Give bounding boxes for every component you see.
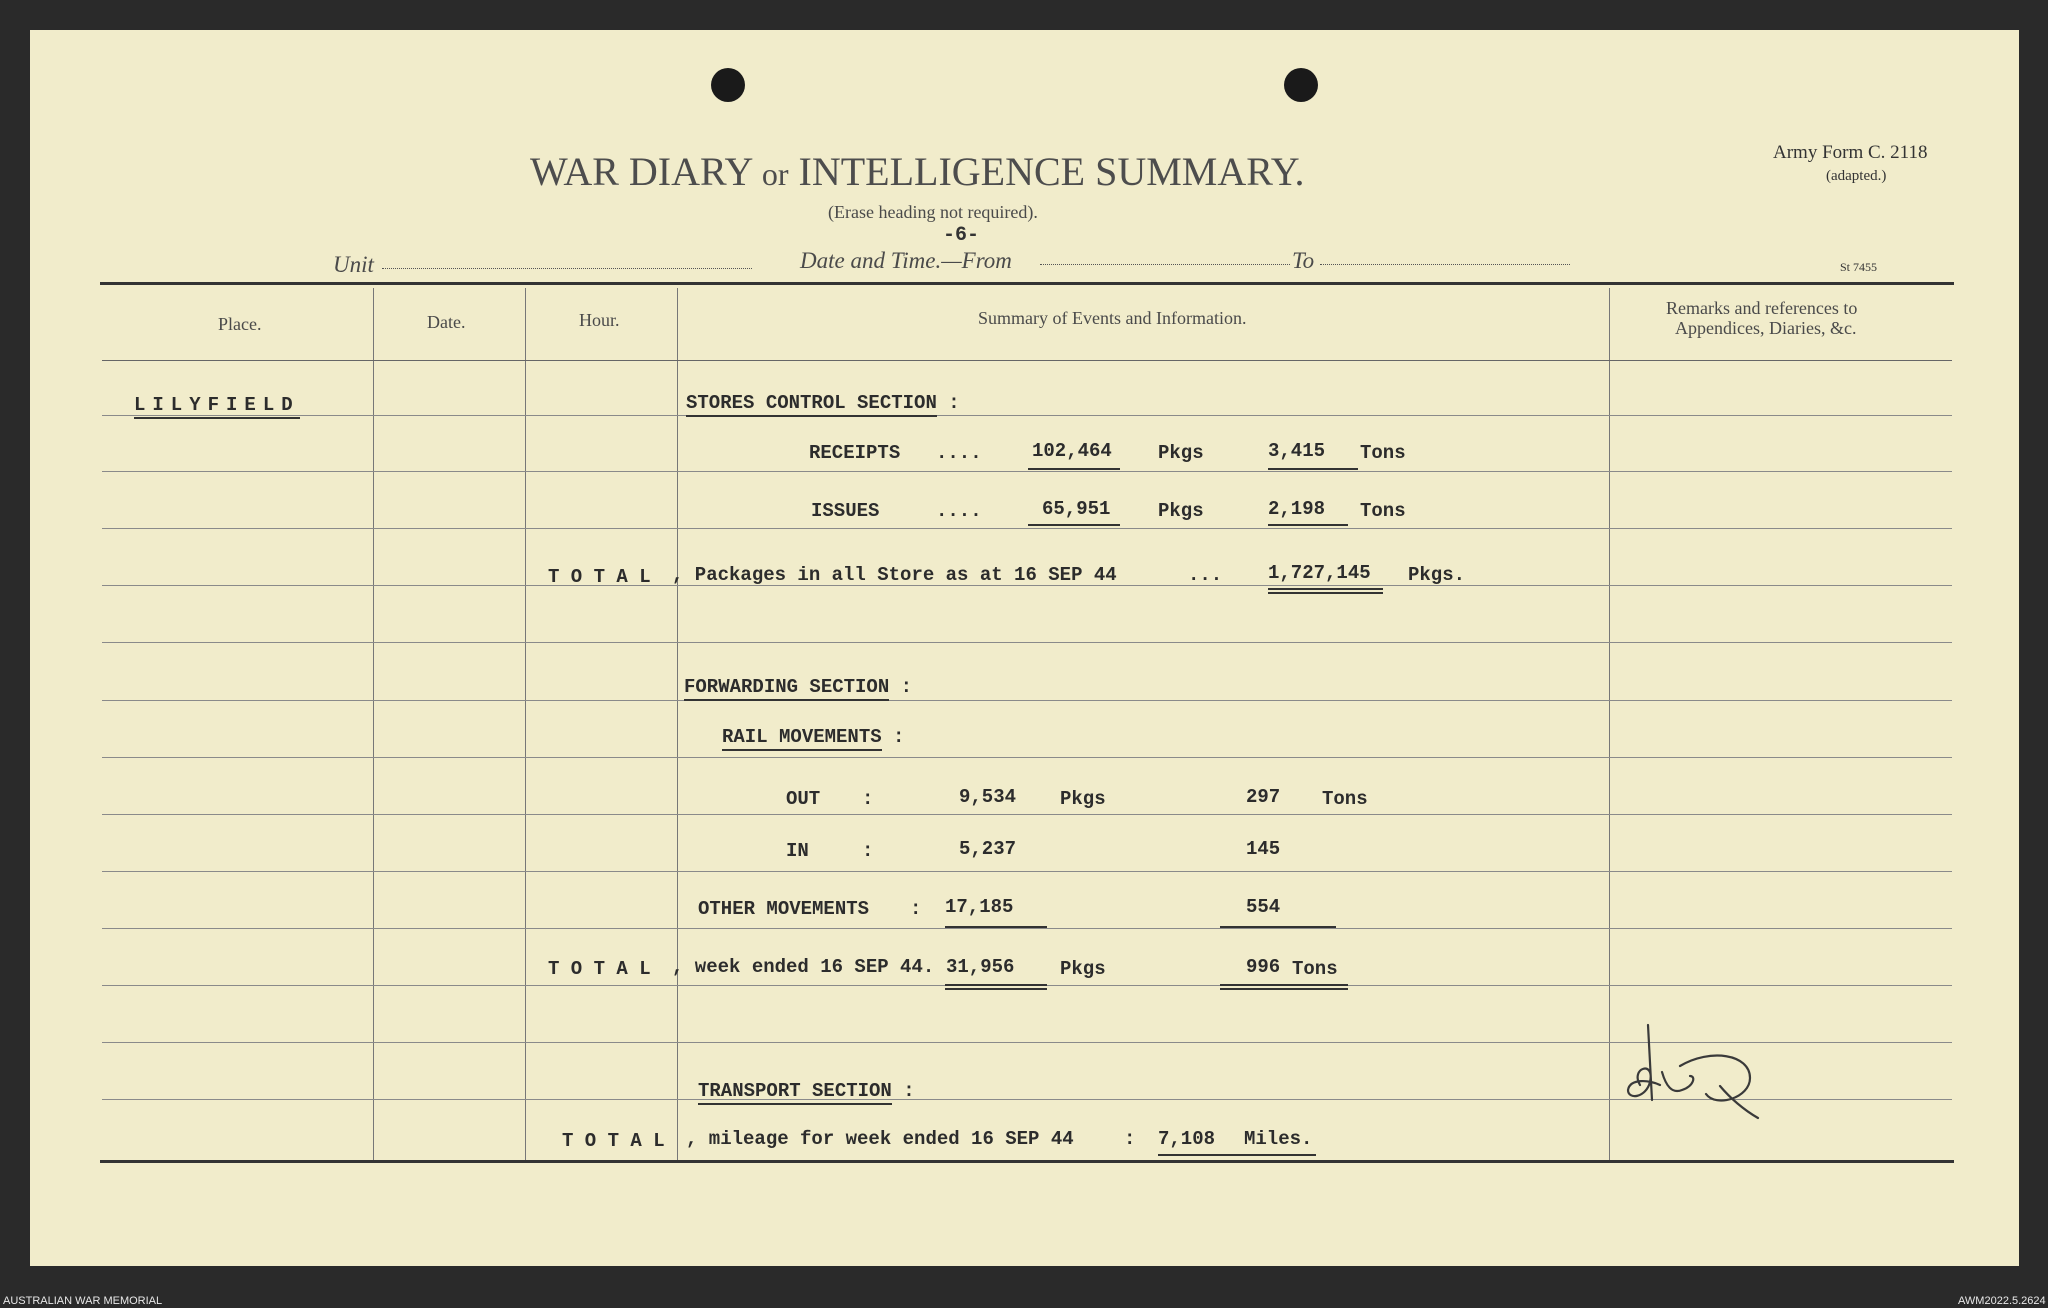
col-header-date: Date. [427, 312, 466, 332]
form-adapted: (adapted.) [1826, 168, 1887, 184]
issues-leader: .... [936, 500, 982, 522]
col-header-hour: Hour. [579, 310, 620, 330]
forwarding-heading-colon: : [900, 676, 913, 698]
receipts-label: RECEIPTS [809, 442, 901, 464]
fwd-total-pkgs-underline-2 [945, 988, 1047, 990]
fwd-total-tons-underline-2 [1220, 988, 1348, 990]
store-total-leader: ... [1188, 564, 1223, 586]
page-number: -6- [943, 224, 980, 247]
out-tons-unit: Tons [1322, 788, 1368, 810]
unit-label: Unit [333, 252, 374, 277]
transport-total-text: , mileage for week ended 16 SEP 44 [686, 1128, 1074, 1150]
ruled-line [102, 471, 1952, 472]
punch-hole-left [711, 68, 745, 102]
ruled-line [102, 528, 1952, 529]
unit-field [382, 268, 752, 269]
other-tons-underline [1220, 926, 1336, 928]
receipts-pkgs-unit: Pkgs [1158, 442, 1204, 464]
receipts-leader: .... [936, 442, 982, 464]
header-row-rule [102, 360, 1952, 361]
ruled-line [102, 757, 1952, 758]
in-pkgs: 5,237 [959, 838, 1017, 860]
forwarding-heading-text: FORWARDING SECTION [684, 676, 889, 701]
page-title [530, 148, 1304, 195]
col-divider-1 [373, 288, 374, 1160]
receipts-tons-underline [1268, 468, 1358, 470]
rail-heading-text: RAIL MOVEMENTS [722, 726, 882, 751]
receipts-tons: 3,415 [1268, 440, 1326, 462]
other-pkgs-underline [945, 926, 1047, 928]
in-label: IN [786, 840, 809, 862]
issues-label: ISSUES [811, 500, 880, 522]
receipts-tons-unit: Tons [1360, 442, 1406, 464]
ruled-line [102, 928, 1952, 929]
table-bottom-rule [100, 1160, 1954, 1163]
store-total-unit: Pkgs. [1408, 564, 1466, 586]
stores-heading-text: STORES CONTROL SECTION [686, 392, 937, 417]
store-total-text: , Packages in all Store as at 16 SEP 44 [672, 564, 1117, 586]
col-divider-2 [525, 288, 526, 1160]
col-header-remarks-1: Remarks and references to [1666, 298, 1858, 318]
footer-right: AWM2022.5.2624 [1958, 1295, 2046, 1307]
issues-pkgs-underline [1028, 524, 1120, 526]
other-pkgs: 17,185 [945, 896, 1014, 918]
ruled-line [102, 700, 1952, 701]
diary-page [30, 30, 2019, 1266]
store-total-word: T O T A L [548, 566, 651, 588]
place-entry [134, 394, 300, 416]
store-total-underline-1 [1268, 588, 1383, 590]
receipts-pkgs-underline [1028, 468, 1120, 470]
transport-heading [698, 1080, 915, 1102]
fwd-total-text: , week ended 16 SEP 44. [672, 956, 935, 978]
col-header-place: Place. [218, 314, 262, 334]
other-tons: 554 [1246, 896, 1281, 918]
footer-left: AUSTRALIAN WAR MEMORIAL [3, 1295, 163, 1307]
issues-tons-unit: Tons [1360, 500, 1406, 522]
rail-heading [722, 726, 904, 748]
from-field [1040, 264, 1290, 265]
stores-heading [686, 392, 960, 414]
transport-total-unit: Miles. [1244, 1128, 1313, 1150]
store-total-value: 1,727,145 [1268, 562, 1371, 584]
col-divider-3 [677, 288, 678, 1160]
to-field [1320, 264, 1570, 265]
in-colon: : [862, 840, 874, 862]
other-colon: : [910, 898, 922, 920]
transport-total-value: 7,108 [1158, 1128, 1216, 1150]
ruled-line [102, 415, 1952, 416]
stores-heading-colon: : [948, 392, 960, 414]
date-time-label: Date and Time.—From [800, 248, 1012, 273]
store-total-underline-2 [1268, 592, 1383, 594]
ruled-line [102, 642, 1952, 643]
ruled-line [102, 814, 1952, 815]
ruled-line [102, 871, 1952, 872]
punch-hole-right [1284, 68, 1318, 102]
title-part2: INTELLIGENCE SUMMARY. [798, 149, 1305, 194]
form-name: Army Form C. 2118 [1773, 142, 1928, 163]
fwd-total-tons-underline-1 [1220, 984, 1348, 986]
other-label: OTHER MOVEMENTS [698, 898, 870, 920]
rail-heading-colon: : [893, 726, 905, 748]
out-colon: : [862, 788, 874, 810]
in-tons: 145 [1246, 838, 1281, 860]
erase-note: (Erase heading not required). [828, 202, 1038, 222]
fwd-total-pkgs-underline-1 [945, 984, 1047, 986]
transport-total-word: T O T A L [562, 1130, 665, 1152]
to-label: To [1292, 248, 1315, 273]
issues-tons-underline [1268, 524, 1348, 526]
col-header-remarks-2: Appendices, Diaries, &c. [1675, 318, 1857, 338]
forwarding-heading [684, 676, 912, 698]
stock-ref: St 7455 [1840, 260, 1878, 274]
fwd-total-pkgs: 31,956 [946, 956, 1015, 978]
issues-pkgs-unit: Pkgs [1158, 500, 1204, 522]
col-header-summary: Summary of Events and Information. [978, 308, 1247, 328]
transport-heading-colon: : [903, 1080, 915, 1102]
out-tons: 297 [1246, 786, 1281, 808]
fwd-total-pkgs-unit: Pkgs [1060, 958, 1106, 980]
title-or: or [761, 156, 789, 192]
out-pkgs: 9,534 [959, 786, 1017, 808]
out-label: OUT [786, 788, 821, 810]
fwd-total-tons-unit: Tons [1292, 958, 1338, 980]
issues-tons: 2,198 [1268, 498, 1326, 520]
table-top-rule [100, 282, 1954, 285]
signature-initials [1610, 990, 1790, 1150]
fwd-total-word: T O T A L [548, 958, 651, 980]
fwd-total-tons: 996 [1246, 956, 1281, 978]
title-part1: WAR DIARY [530, 149, 752, 194]
out-pkgs-unit: Pkgs [1060, 788, 1106, 810]
receipts-pkgs: 102,464 [1032, 440, 1112, 462]
place-name: LILYFIELD [134, 394, 300, 419]
transport-total-underline [1158, 1154, 1316, 1156]
issues-pkgs: 65,951 [1042, 498, 1111, 520]
transport-total-colon: : [1124, 1128, 1136, 1150]
transport-heading-text: TRANSPORT SECTION [698, 1080, 892, 1105]
